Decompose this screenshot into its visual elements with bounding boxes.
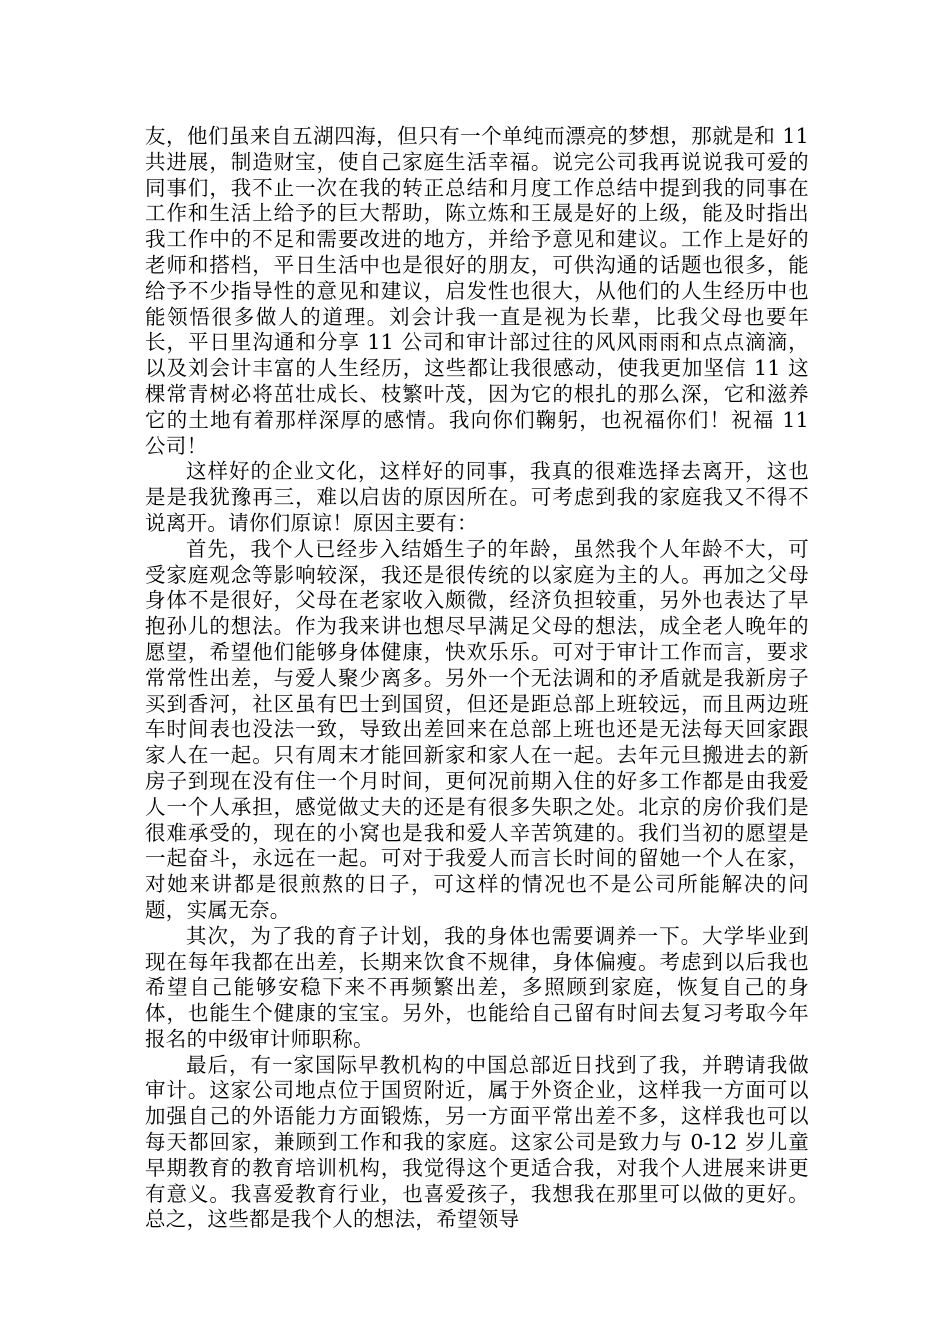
paragraph-first-reason: 首先，我个人已经步入结婚生子的年龄，虽然我个人年龄不大，可受家庭观念等影响较深，我还是很传统的以家庭为主的人。再加之父母身体不是很好，父母在老家收入颇微，经济负担较重，另外也表达了早抱孙儿的想法。作为我来讲也想尽早满足父母的想法，成全老人晚年的愿望，希望他们能够身体健康，快欢乐乐。可对于审计工作而言，要求常常性出差，与爱人聚少离多。另外一个无法调和的矛盾就是我新房子买到香河，社区虽有巴士到国贸，但还是距总部上班较远，而且两边班车时间表也没法一致，导致出差回来在总部上班也还是无法每天回家跟家人在一起。只有周末才能回新家和家人在一起。去年元旦搬进去的新房子到现在没有住一个月时间，更何况前期入住的好多工作都是由我爱人一个人承担，感觉做丈夫的还是有很多失职之处。北京的房价我们是很难承受的，现在的小窝也是我和爱人辛苦筑建的。我们当初的愿望是一起奋斗，永远在一起。可对于我爱人而言长时间的留她一个人在家，对她来讲都是很煎熬的日子，可这样的情况也不是公司所能解决的问题，实属无奈。: [145, 536, 809, 922]
document-page: [145, 124, 809, 1233]
paragraph-second-reason: 其次，为了我的育子计划，我的身体也需要调养一下。大学毕业到现在每年我都在出差，长期来饮食不规律，身体偏瘦。考虑到以后我也希望自己能够安稳下来不再频繁出差，多照顾到家庭，恢复自己的身体，也能生个健康的宝宝。另外，也能给自己留有时间去复习考取今年报名的中级审计师职称。: [145, 923, 809, 1051]
paragraph-continuation: 友，他们虽来自五湖四海，但只有一个单纯而漂亮的梦想，那就是和 11 共进展，制造财宝，使自己家庭生活幸福。说完公司我再说说我可爱的同事们，我不止一次在我的转正总结和月度工作总结中提到我的同事在工作和生活上给予的巨大帮助，陈立炼和王晟是好的上级，能及时指出我工作中的不足和需要改进的地方，并给予意见和建议。工作上是好的老师和搭档，平日生活中也是很好的朋友，可供沟通的话题也很多，能给予不少指导性的意见和建议，启发性也很大，从他们的人生经历中也能领悟很多做人的道理。刘会计我一直是视为长辈，比我父母也要年长，平日里沟通和分享 11 公司和审计部过往的风风雨雨和点点滴滴，以及刘会计丰富的人生经历，这些都让我很感动，使我更加坚信 11 这棵常青树必将茁壮成长、枝繁叶茂，因为它的根扎的那么深，它和滋养它的土地有着那样深厚的感情。我向你们鞠躬，也祝福你们！祝福 11 公司！: [145, 124, 809, 458]
paragraph-reasons-intro: 这样好的企业文化，这样好的同事，我真的很难选择去离开，这也是是我犹豫再三，难以启齿的原因所在。可考虑到我的家庭我又不得不说离开。请你们原谅！原因主要有：: [145, 459, 809, 535]
paragraph-third-reason: 最后，有一家国际早教机构的中国总部近日找到了我，并聘请我做审计。这家公司地点位于国贸附近，属于外资企业，这样我一方面可以加强自己的外语能力方面锻炼，另一方面平常出差不多，这样我也可以每天都回家，兼顾到工作和我的家庭。这家公司是致力与 0-12 岁儿童早期教育的教育培训机构，我觉得这个更适合我，对我个人进展来讲更有意义。我喜爱教育行业，也喜爱孩子，我想我在那里可以做的更好。总之，这些都是我个人的想法，希望领导: [145, 1052, 809, 1232]
